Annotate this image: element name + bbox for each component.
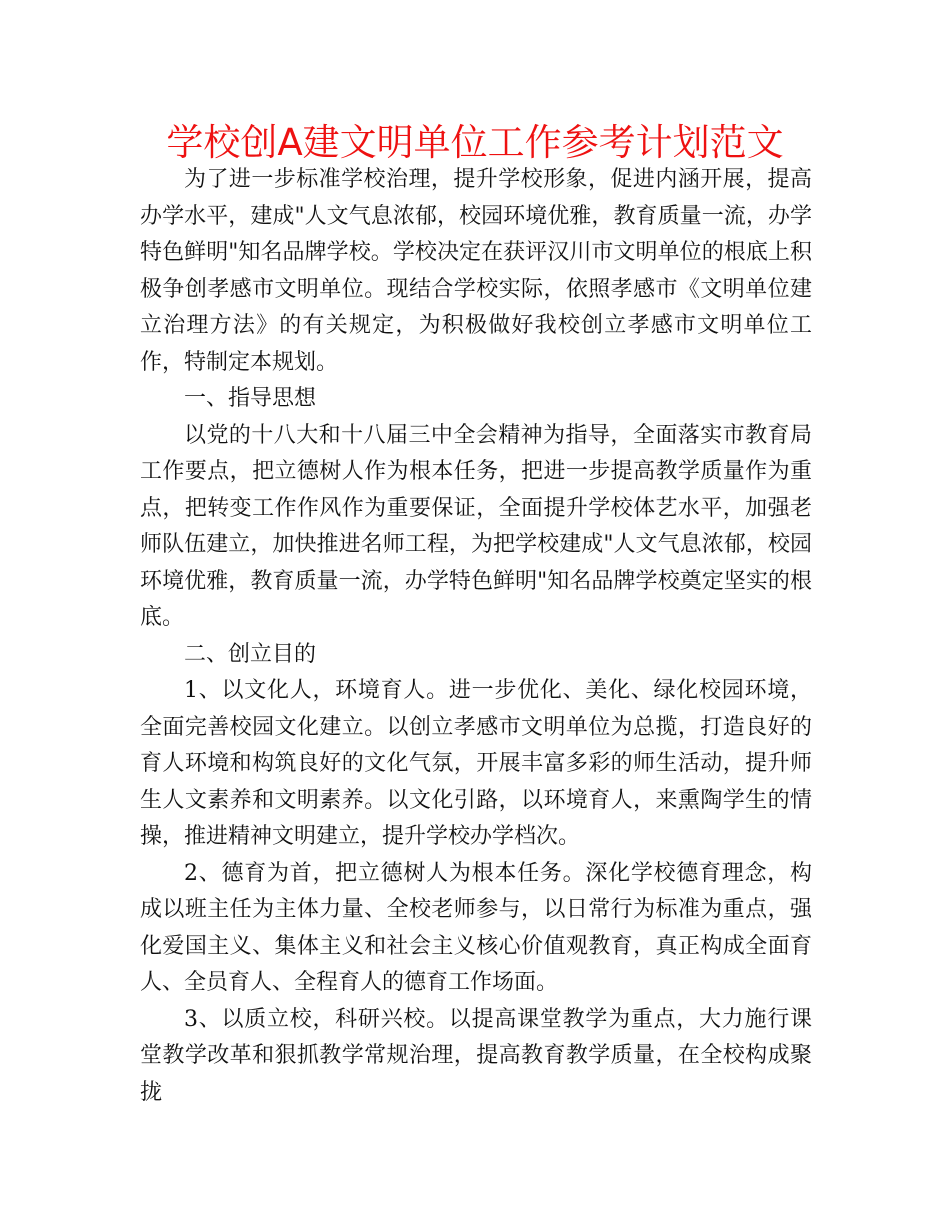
goal-paragraph-3: 3、以质立校，科研兴校。以提高课堂教学为重点，大力施行课堂教学改革和狠抓教学常规治理，提高教育教学质量，在全校构成聚拢 — [140, 1006, 812, 1105]
document-body — [140, 162, 812, 1111]
guiding-ideology-paragraph: 以党的十八大和十八届三中全会精神为指导，全面落实市教育局工作要点，把立德树人作为根本任务，把进一步提高教学质量作为重点，把转变工作作风作为重要保证，全面提升学校体艺水平，加强老师队伍建立，加快推进名师工程，为把学校建成"人文气息浓郁，校园环境优雅，教育质量一流，办学特色鲜明"知名品牌学校奠定坚实的根底。 — [140, 422, 812, 630]
document-title: 学校创A建文明单位工作参考计划范文 — [166, 121, 784, 164]
section-heading-guiding-ideology: 一、指导思想 — [184, 386, 317, 411]
intro-paragraph: 为了进一步标准学校治理，提升学校形象，促进内涵开展，提高办学水平，建成"人文气息浓郁，校园环境优雅，教育质量一流，办学特色鲜明"知名品牌学校。学校决定在获评汉川市文明单位的根底上积极争创孝感市文明单位。现结合学校实际，依照孝感市《文明单位建立治理方法》的有关规定，为积极做好我校创立孝感市文明单位工作，特制定本规划。 — [140, 167, 812, 375]
goal-paragraph-2: 2、德育为首，把立德树人为根本任务。深化学校德育理念，构成以班主任为主体力量、全校老师参与，以日常行为标准为重点，强化爱国主义、集体主义和社会主义核心价值观教育，真正构成全面育人、全员育人、全程育人的德育工作场面。 — [140, 860, 812, 995]
goal-paragraph-1: 1、以文化人，环境育人。进一步优化、美化、绿化校园环境，全面完善校园文化建立。以创立孝感市文明单位为总揽，打造良好的育人环境和构筑良好的文化气氛，开展丰富多彩的师生活动，提升师生人文素养和文明素养。以文化引路，以环境育人，来熏陶学生的情操，推进精神文明建立，提升学校办学档次。 — [140, 678, 812, 849]
section-heading-goals: 二、创立目的 — [184, 641, 317, 667]
